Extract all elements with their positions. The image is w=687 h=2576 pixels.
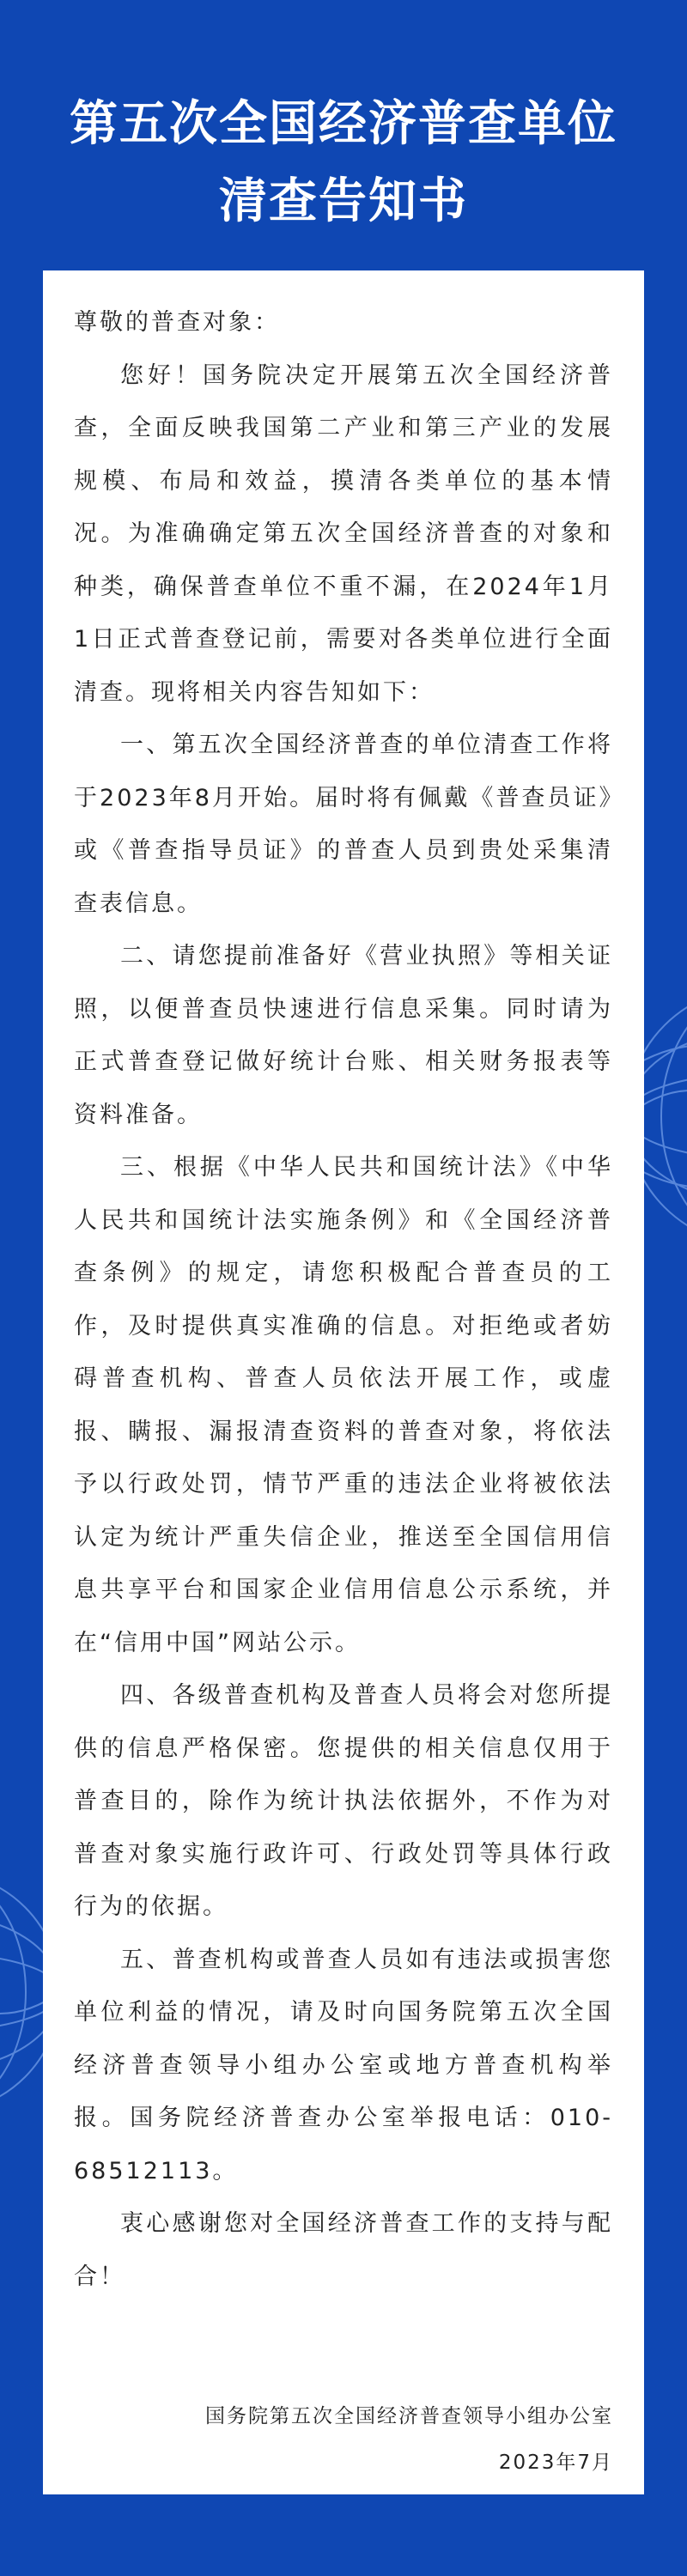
paragraph-intro: 您好！国务院决定开展第五次全国经济普查，全面反映我国第二产业和第三产业的发展规模、布局和效益，摸清各类单位的基本情况。为准确确定第五次全国经济普查的对象和种类，确保普查单位不重不漏，在2024年1月1日正式普查登记前，需要对各类单位进行全面清查。现将相关内容告知如下： — [74, 361, 613, 706]
paragraph-item-4: 四、各级普查机构及普查人员将会对您所提供的信息严格保密。您提供的相关信息仅用于普查目的，除作为统计执法依据外，不作为对普查对象实施行政许可、行政处罚等具体行政行为的依据。 — [74, 1682, 613, 1920]
signature-date: 2023年7月 — [498, 2451, 613, 2474]
paragraph-item-3: 三、根据《中华人民共和国统计法》《中华人民共和国统计法实施条例》和《全国经济普查条例》的规定，请您积极配合普查员的工作，及时提供真实准确的信息。对拒绝或者妨碍普查机构、普查人员依法开展工作，或虚报、瞒报、漏报清查资料的普查对象，将依法予以行政处罚，情节严重的违法企业将被依法认定为统计严重失信企业，推送至全国信用信息共享平台和国家企业信用信息公示系统，并在“信用中国”网站公示。 — [74, 1154, 613, 1656]
page-title-line-1: 第五次全国经济普查单位 — [70, 95, 617, 152]
paragraph-thanks: 衷心感谢您对全国经济普查工作的支持与配合！ — [74, 2210, 613, 2290]
paragraph-item-2: 二、请您提前准备好《营业执照》等相关证照，以便普查员快速进行信息采集。同时请为正式普查登记做好统计台账、相关财务报表等资料准备。 — [74, 943, 613, 1128]
greeting: 尊敬的普查对象： — [74, 309, 280, 336]
signature-organization: 国务院第五次全国经济普查领导小组办公室 — [205, 2405, 613, 2427]
notice-card — [43, 270, 644, 2494]
notice-body — [74, 296, 613, 2303]
paragraph-item-1: 一、第五次全国经济普查的单位清查工作将于2023年8月开始。届时将有佩戴《普查员证》或《普查指导员证》的普查人员到贵处采集清查表信息。 — [74, 732, 613, 917]
page-title-line-2: 清查告知书 — [219, 173, 468, 229]
paragraph-item-5: 五、普查机构或普查人员如有违法或损害您单位利益的情况，请及时向国务院第五次全国经济普查领导小组办公室或地方普查机构举报。国务院经济普查办公室举报电话：010-68512113。 — [74, 1946, 613, 2184]
